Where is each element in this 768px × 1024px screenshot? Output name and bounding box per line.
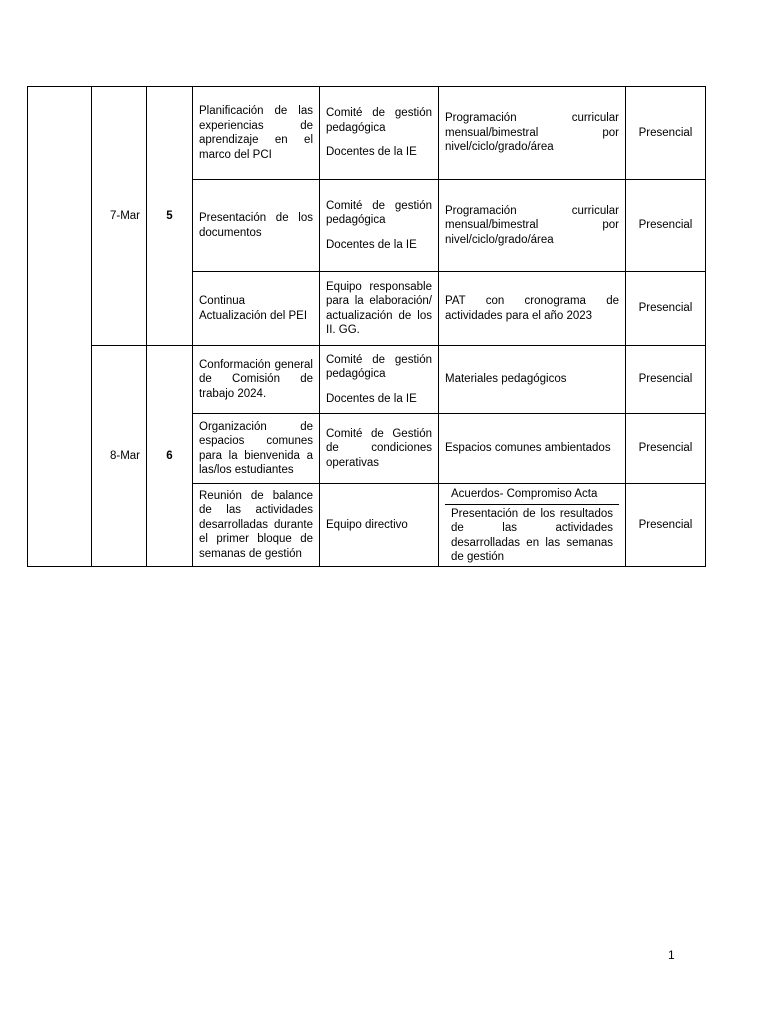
activity-cell: Presentación de los documentos [193,180,320,272]
responsible-cell: Comité de Gestión de condiciones operativas [320,414,439,484]
blank-column-cell [28,87,92,567]
date-cell: 7-Mar [92,87,147,346]
schedule-table [27,86,706,567]
modality-cell: Presencial [626,87,706,180]
week-number-cell: 5 [147,87,193,346]
responsible-cell: Equipo responsable para la elaboración/actualización de los II. GG. [320,272,439,346]
date-cell: 8-Mar [92,346,147,567]
responsible-cell: Equipo directivo [320,484,439,567]
responsible-line: Docentes de la IE [326,238,417,251]
modality-cell: Presencial [626,484,706,567]
responsible-cell [320,180,439,272]
activity-cell: Reunión de balance de las actividades desarrolladas durante el primer bloque de semanas de gestión [193,484,320,567]
activity-cell: Organización de espacios comunes para la bienvenida a las/los estudiantes [193,414,320,484]
responsible-line: Comité de gestión pedagógica [326,199,432,227]
activity-cell: Planificación de las experiencias de aprendizaje en el marco del PCI [193,87,320,180]
table-row [28,87,706,180]
activity-cell: Conformación general de Comisión de trabajo 2024. [193,346,320,414]
responsible-line: Comité de gestión pedagógica [326,107,432,134]
activity-cell: Continua Actualización del PEI [193,272,320,346]
product-cell: Materiales pedagógicos [439,346,626,414]
product-cell: Espacios comunes ambientados [439,414,626,484]
responsible-cell [320,87,439,180]
modality-cell: Presencial [626,272,706,346]
responsible-line: Docentes de la IE [326,392,417,405]
product-cell: PAT con cronograma de actividades para el año 2023 [439,272,626,346]
table-row [28,346,706,414]
modality-cell: Presencial [626,180,706,272]
responsible-line: Comité de gestión pedagógica [326,353,432,381]
week-number-cell: 6 [147,346,193,567]
product-cell: Programación curricular mensual/bimestral por nivel/ciclo/grado/área [439,180,626,272]
modality-cell: Presencial [626,414,706,484]
modality-cell: Presencial [626,346,706,414]
product-subcell-top: Acuerdos- Compromiso Acta [445,484,619,505]
product-subcell-bottom: Presentación de los resultados de las actividades desarrolladas en las semanas de gestión [451,507,613,563]
responsible-cell [320,346,439,414]
product-cell: Programación curricular mensual/bimestral por nivel/ciclo/grado/área [439,87,626,180]
page-number: 1 [668,948,675,962]
responsible-line: Docentes de la IE [326,146,417,159]
product-cell [439,484,626,567]
